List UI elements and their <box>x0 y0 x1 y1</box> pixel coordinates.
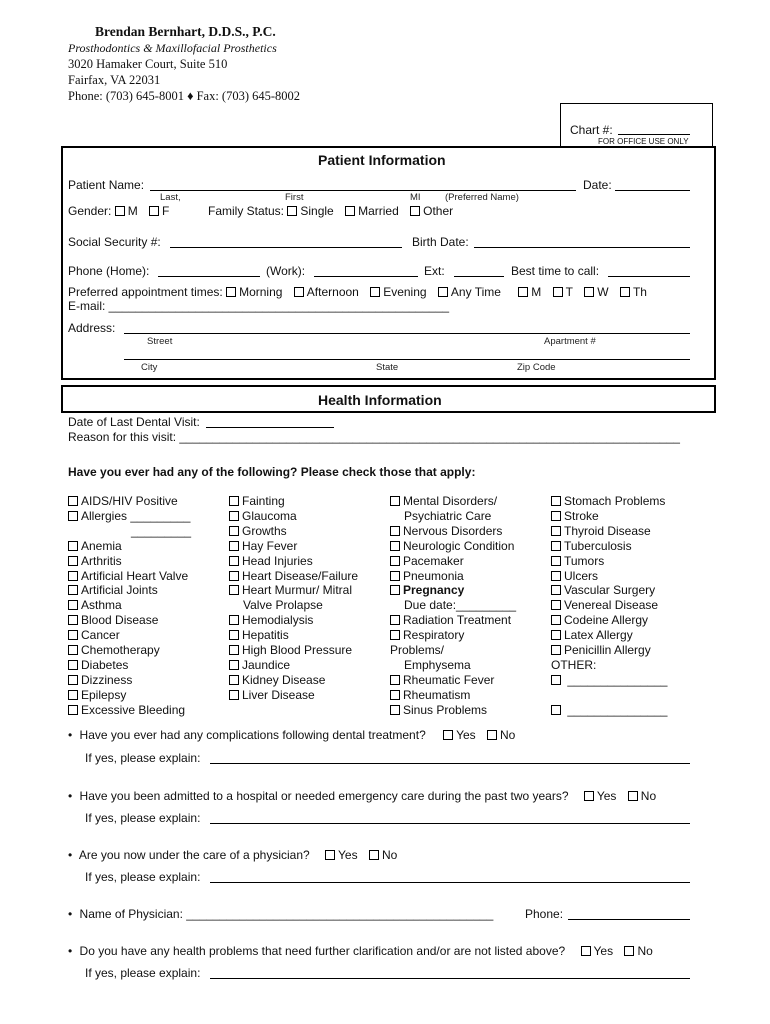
practice-address1: 3020 Hamaker Court, Suite 510 <box>68 57 228 71</box>
q2-explain-label: If yes, please explain: <box>85 811 201 825</box>
q1-explain-field[interactable] <box>210 763 690 764</box>
checkbox[interactable] <box>68 675 78 685</box>
cond-due-date[interactable]: Due date:_________ <box>404 598 517 613</box>
physician-phone-label: Phone: <box>525 907 564 921</box>
gender-m-checkbox[interactable] <box>115 206 125 216</box>
checkbox[interactable] <box>551 541 561 551</box>
cond-hay-fever[interactable]: Hay Fever <box>229 539 358 554</box>
q1-no-label: No <box>500 728 516 742</box>
morning-label: Morning <box>239 285 283 299</box>
checkbox[interactable] <box>229 690 239 700</box>
cond-respiratory[interactable]: Respiratory <box>390 628 516 643</box>
checkbox[interactable] <box>390 630 400 640</box>
health-info-title: Health Information <box>318 392 442 408</box>
q1-text: Have you ever had any complications following dental treatment? <box>79 728 426 742</box>
checkbox[interactable] <box>68 541 78 551</box>
cond-joints[interactable]: Artificial Joints <box>68 583 191 598</box>
cond-stomach[interactable]: Stomach Problems <box>551 494 667 509</box>
q3-yes-label: Yes <box>338 848 358 862</box>
q2-text: Have you been admitted to a hospital or needed emergency care during the past two years? <box>79 789 569 803</box>
married-label: Married <box>358 204 399 218</box>
other-field-2[interactable]: _______________ <box>551 703 667 718</box>
checkbox[interactable] <box>390 705 400 715</box>
checkbox[interactable] <box>68 630 78 640</box>
q1-explain-label: If yes, please explain: <box>85 751 201 765</box>
day-w-label: W <box>597 285 609 299</box>
physician-phone-field[interactable] <box>568 919 690 920</box>
pref-appt-row <box>68 285 647 299</box>
apartment-caption: Apartment # <box>544 336 596 347</box>
street-field[interactable] <box>124 333 690 334</box>
conditions-question: Have you ever had any of the following? Please check those that apply: <box>68 465 476 479</box>
day-th-checkbox[interactable] <box>620 287 630 297</box>
checkbox[interactable] <box>229 615 239 625</box>
cond-glaucoma[interactable]: Glaucoma <box>229 509 358 524</box>
checkbox[interactable] <box>390 690 400 700</box>
cond-allergies-cont[interactable]: _________ <box>131 523 192 538</box>
evening-checkbox[interactable] <box>370 287 380 297</box>
cond-cancer[interactable]: Cancer <box>68 628 191 643</box>
gender-row <box>68 204 169 218</box>
cond-heart-murmur-cont: Valve Prolapse <box>243 598 323 613</box>
checkbox[interactable] <box>68 600 78 610</box>
address-label: Address: <box>68 321 116 335</box>
cond-hepatitis[interactable]: Hepatitis <box>229 628 358 643</box>
cond-chemo[interactable]: Chemotherapy <box>68 643 191 658</box>
checkbox[interactable] <box>390 571 400 581</box>
morning-checkbox[interactable] <box>226 287 236 297</box>
checkbox[interactable] <box>68 705 78 715</box>
cond-liver[interactable]: Liver Disease <box>229 688 358 703</box>
cond-dizziness[interactable]: Dizziness <box>68 673 191 688</box>
checkbox[interactable] <box>390 541 400 551</box>
q5-no-checkbox[interactable] <box>624 946 634 956</box>
street-caption: Street <box>147 336 173 347</box>
checkbox[interactable] <box>229 496 239 506</box>
phone-home-field[interactable] <box>158 276 260 277</box>
cond-pacemaker[interactable]: Pacemaker <box>390 554 516 569</box>
checkbox[interactable] <box>68 511 78 521</box>
cond-blood-disease[interactable]: Blood Disease <box>68 613 191 628</box>
practice-specialty: Prosthodontics & Maxillofacial Prosthetics <box>68 41 277 55</box>
q3-explain-label: If yes, please explain: <box>85 870 201 884</box>
day-t-label: T <box>565 285 573 299</box>
reason-field[interactable]: Reason for this visit: ___________________________________________________________________________ <box>68 430 680 444</box>
any-time-label: Any Time <box>450 285 501 299</box>
q5-yes-label: Yes <box>593 944 614 958</box>
any-time-checkbox[interactable] <box>438 287 448 297</box>
last-visit-label: Date of Last Dental Visit: <box>68 415 200 429</box>
checkbox[interactable] <box>229 585 239 595</box>
cond-venereal[interactable]: Venereal Disease <box>551 598 667 613</box>
practice-name: Brendan Bernhart, D.D.S., P.C. <box>95 24 276 39</box>
birth-date-field[interactable] <box>474 247 690 248</box>
cond-tuberculosis[interactable]: Tuberculosis <box>551 539 667 554</box>
cond-neurologic[interactable]: Neurologic Condition <box>390 539 516 554</box>
checkbox[interactable] <box>390 556 400 566</box>
cond-aids[interactable]: AIDS/HIV Positive <box>68 494 191 509</box>
evening-label: Evening <box>383 285 427 299</box>
q3-text: Are you now under the care of a physician? <box>78 848 310 862</box>
zip-caption: Zip Code <box>517 362 556 373</box>
gender-f-label: F <box>162 204 170 218</box>
cond-heart-valve[interactable]: Artificial Heart Valve <box>68 569 191 584</box>
cond-nervous[interactable]: Nervous Disorders <box>390 524 516 539</box>
best-time-label: Best time to call: <box>511 264 600 278</box>
office-use-note: FOR OFFICE USE ONLY <box>598 137 689 146</box>
cond-pneumonia[interactable]: Pneumonia <box>390 569 516 584</box>
checkbox[interactable] <box>229 511 239 521</box>
other-field-1[interactable]: _______________ <box>551 673 667 688</box>
sub-mi: MI <box>410 192 421 203</box>
family-status-label: Family Status: <box>208 204 285 218</box>
checkbox[interactable] <box>229 556 239 566</box>
cond-thyroid[interactable]: Thyroid Disease <box>551 524 667 539</box>
patient-info-title: Patient Information <box>318 152 446 168</box>
conditions-col1 <box>68 494 191 718</box>
birth-date-label: Birth Date: <box>412 235 469 249</box>
checkbox[interactable] <box>229 541 239 551</box>
city-caption: City <box>141 362 158 373</box>
other-label: OTHER: <box>551 657 597 672</box>
checkbox[interactable] <box>229 645 239 655</box>
q1-yes-checkbox[interactable] <box>443 730 453 740</box>
cond-latex[interactable]: Latex Allergy <box>551 628 667 643</box>
cond-emphysema: Emphysema <box>404 657 471 672</box>
day-m-checkbox[interactable] <box>518 287 528 297</box>
cond-sinus[interactable]: Sinus Problems <box>390 703 516 718</box>
q1-no-checkbox[interactable] <box>487 730 497 740</box>
chart-number-field[interactable] <box>618 134 690 135</box>
checkbox[interactable] <box>551 705 561 715</box>
q2-no-checkbox[interactable] <box>628 791 638 801</box>
ssn-field[interactable] <box>170 247 402 248</box>
checkbox[interactable] <box>229 630 239 640</box>
practice-address2: Fairfax, VA 22031 <box>68 73 161 87</box>
q5-explain-label: If yes, please explain: <box>85 966 201 980</box>
q1-row <box>68 728 515 742</box>
q5-yes-checkbox[interactable] <box>581 946 591 956</box>
cond-rheumatism[interactable]: Rheumatism <box>390 688 516 703</box>
best-time-field[interactable] <box>608 276 690 277</box>
patient-name-label: Patient Name: <box>68 178 145 192</box>
checkbox[interactable] <box>551 615 561 625</box>
day-m-label: M <box>531 285 542 299</box>
checkbox[interactable] <box>390 675 400 685</box>
checkbox[interactable] <box>68 585 78 595</box>
q1-yes-label: Yes <box>456 728 476 742</box>
checkbox[interactable] <box>68 660 78 670</box>
sub-first: First <box>285 192 304 203</box>
cond-fainting[interactable]: Fainting <box>229 494 358 509</box>
checkbox[interactable] <box>390 496 400 506</box>
other-checkbox[interactable] <box>410 206 420 216</box>
day-th-label: Th <box>632 285 647 299</box>
checkbox[interactable] <box>68 571 78 581</box>
checkbox[interactable] <box>551 600 561 610</box>
checkbox[interactable] <box>551 675 561 685</box>
checkbox[interactable] <box>68 690 78 700</box>
cond-head-injuries[interactable]: Head Injuries <box>229 554 358 569</box>
conditions-col4 <box>551 494 667 718</box>
q3-yes-checkbox[interactable] <box>325 850 335 860</box>
conditions-col2 <box>229 494 358 703</box>
checkbox[interactable] <box>390 585 400 595</box>
family-status-row <box>208 204 453 218</box>
q3-no-checkbox[interactable] <box>369 850 379 860</box>
cond-jaundice[interactable]: Jaundice <box>229 658 358 673</box>
cond-asthma[interactable]: Asthma <box>68 598 191 613</box>
checkbox[interactable] <box>551 556 561 566</box>
cond-vascular[interactable]: Vascular Surgery <box>551 583 667 598</box>
cond-allergies[interactable]: Allergies _________ <box>68 509 191 524</box>
cond-tumors[interactable]: Tumors <box>551 554 667 569</box>
cond-rheumatic-fever[interactable]: Rheumatic Fever <box>390 673 516 688</box>
city-state-zip-field[interactable] <box>124 359 690 360</box>
ext-label: Ext: <box>424 264 445 278</box>
afternoon-checkbox[interactable] <box>294 287 304 297</box>
phone-home-label: Phone (Home): <box>68 264 150 278</box>
work-field[interactable] <box>314 276 418 277</box>
ext-field[interactable] <box>454 276 504 277</box>
single-label: Single <box>300 204 334 218</box>
checkbox[interactable] <box>229 660 239 670</box>
married-checkbox[interactable] <box>345 206 355 216</box>
gender-label: Gender: <box>68 204 112 218</box>
cond-kidney[interactable]: Kidney Disease <box>229 673 358 688</box>
conditions-col3 <box>390 494 516 718</box>
cond-growths[interactable]: Growths <box>229 524 358 539</box>
q5-no-label: No <box>637 944 653 958</box>
cond-respiratory-cont: Problems/ <box>390 643 445 658</box>
gender-m-label: M <box>127 204 138 218</box>
cond-penicillin[interactable]: Penicillin Allergy <box>551 643 667 658</box>
gender-f-checkbox[interactable] <box>149 206 159 216</box>
checkbox[interactable] <box>68 645 78 655</box>
single-checkbox[interactable] <box>287 206 297 216</box>
q2-yes-label: Yes <box>596 789 617 803</box>
sub-last: Last, <box>160 192 181 203</box>
q3-row <box>68 848 397 862</box>
checkbox[interactable] <box>229 526 239 536</box>
cond-arthritis[interactable]: Arthritis <box>68 554 191 569</box>
day-w-checkbox[interactable] <box>584 287 594 297</box>
checkbox[interactable] <box>551 630 561 640</box>
q5-text: Do you have any health problems that need further clarification and/or are not listed above? <box>79 944 566 958</box>
checkbox[interactable] <box>68 496 78 506</box>
cond-bleeding[interactable]: Excessive Bleeding <box>68 703 191 718</box>
day-t-checkbox[interactable] <box>553 287 563 297</box>
q2-explain-field[interactable] <box>210 823 690 824</box>
q2-no-label: No <box>640 789 657 803</box>
cond-codeine[interactable]: Codeine Allergy <box>551 613 667 628</box>
checkbox[interactable] <box>229 571 239 581</box>
ssn-label: Social Security #: <box>68 235 161 249</box>
checkbox[interactable] <box>390 615 400 625</box>
checkbox[interactable] <box>551 496 561 506</box>
last-visit-field[interactable] <box>206 427 334 428</box>
cond-heart-disease[interactable]: Heart Disease/Failure <box>229 569 358 584</box>
checkbox[interactable] <box>68 615 78 625</box>
checkbox[interactable] <box>68 556 78 566</box>
cond-radiation[interactable]: Radiation Treatment <box>390 613 516 628</box>
cond-ulcers[interactable]: Ulcers <box>551 569 667 584</box>
date-field[interactable] <box>615 190 690 191</box>
q3-no-label: No <box>381 848 398 862</box>
checkbox[interactable] <box>551 526 561 536</box>
practice-phone-fax: Phone: (703) 645-8001 ♦ Fax: (703) 645-8002 <box>68 89 301 103</box>
afternoon-label: Afternoon <box>306 285 359 299</box>
q5-row <box>68 944 653 958</box>
cond-mental[interactable]: Mental Disorders/ <box>390 494 516 509</box>
other-label: Other <box>423 204 454 218</box>
q3-explain-field[interactable] <box>210 882 690 883</box>
q5-explain-field[interactable] <box>210 978 690 979</box>
email-field[interactable]: E-mail: ___________________________________________________ <box>68 299 450 313</box>
checkbox[interactable] <box>551 511 561 521</box>
cond-high-bp[interactable]: High Blood Pressure <box>229 643 358 658</box>
checkbox[interactable] <box>551 645 561 655</box>
cond-mental-cont: Psychiatric Care <box>404 508 492 523</box>
cond-pregnancy[interactable]: Pregnancy <box>390 583 516 598</box>
sub-preferred: (Preferred Name) <box>445 192 519 203</box>
checkbox[interactable] <box>551 571 561 581</box>
pref-appt-label: Preferred appointment times: <box>68 285 223 299</box>
state-caption: State <box>376 362 399 373</box>
cond-heart-murmur[interactable]: Heart Murmur/ Mitral <box>229 583 358 598</box>
checkbox[interactable] <box>229 675 239 685</box>
spacer <box>551 688 667 703</box>
cond-anemia[interactable]: Anemia <box>68 539 191 554</box>
date-label: Date: <box>583 178 612 192</box>
patient-name-field[interactable] <box>150 190 576 191</box>
q2-row <box>68 789 656 803</box>
physician-name-field[interactable]: Name of Physician: ______________________________________________ <box>79 907 494 921</box>
work-label: (Work): <box>266 264 306 278</box>
q2-yes-checkbox[interactable] <box>584 791 594 801</box>
cond-diabetes[interactable]: Diabetes <box>68 658 191 673</box>
cond-epilepsy[interactable]: Epilepsy <box>68 688 191 703</box>
cond-stroke[interactable]: Stroke <box>551 509 667 524</box>
cond-hemodialysis[interactable]: Hemodialysis <box>229 613 358 628</box>
chart-number-label: Chart #: <box>570 123 613 137</box>
checkbox[interactable] <box>551 585 561 595</box>
checkbox[interactable] <box>390 526 400 536</box>
physician-row <box>68 907 493 921</box>
